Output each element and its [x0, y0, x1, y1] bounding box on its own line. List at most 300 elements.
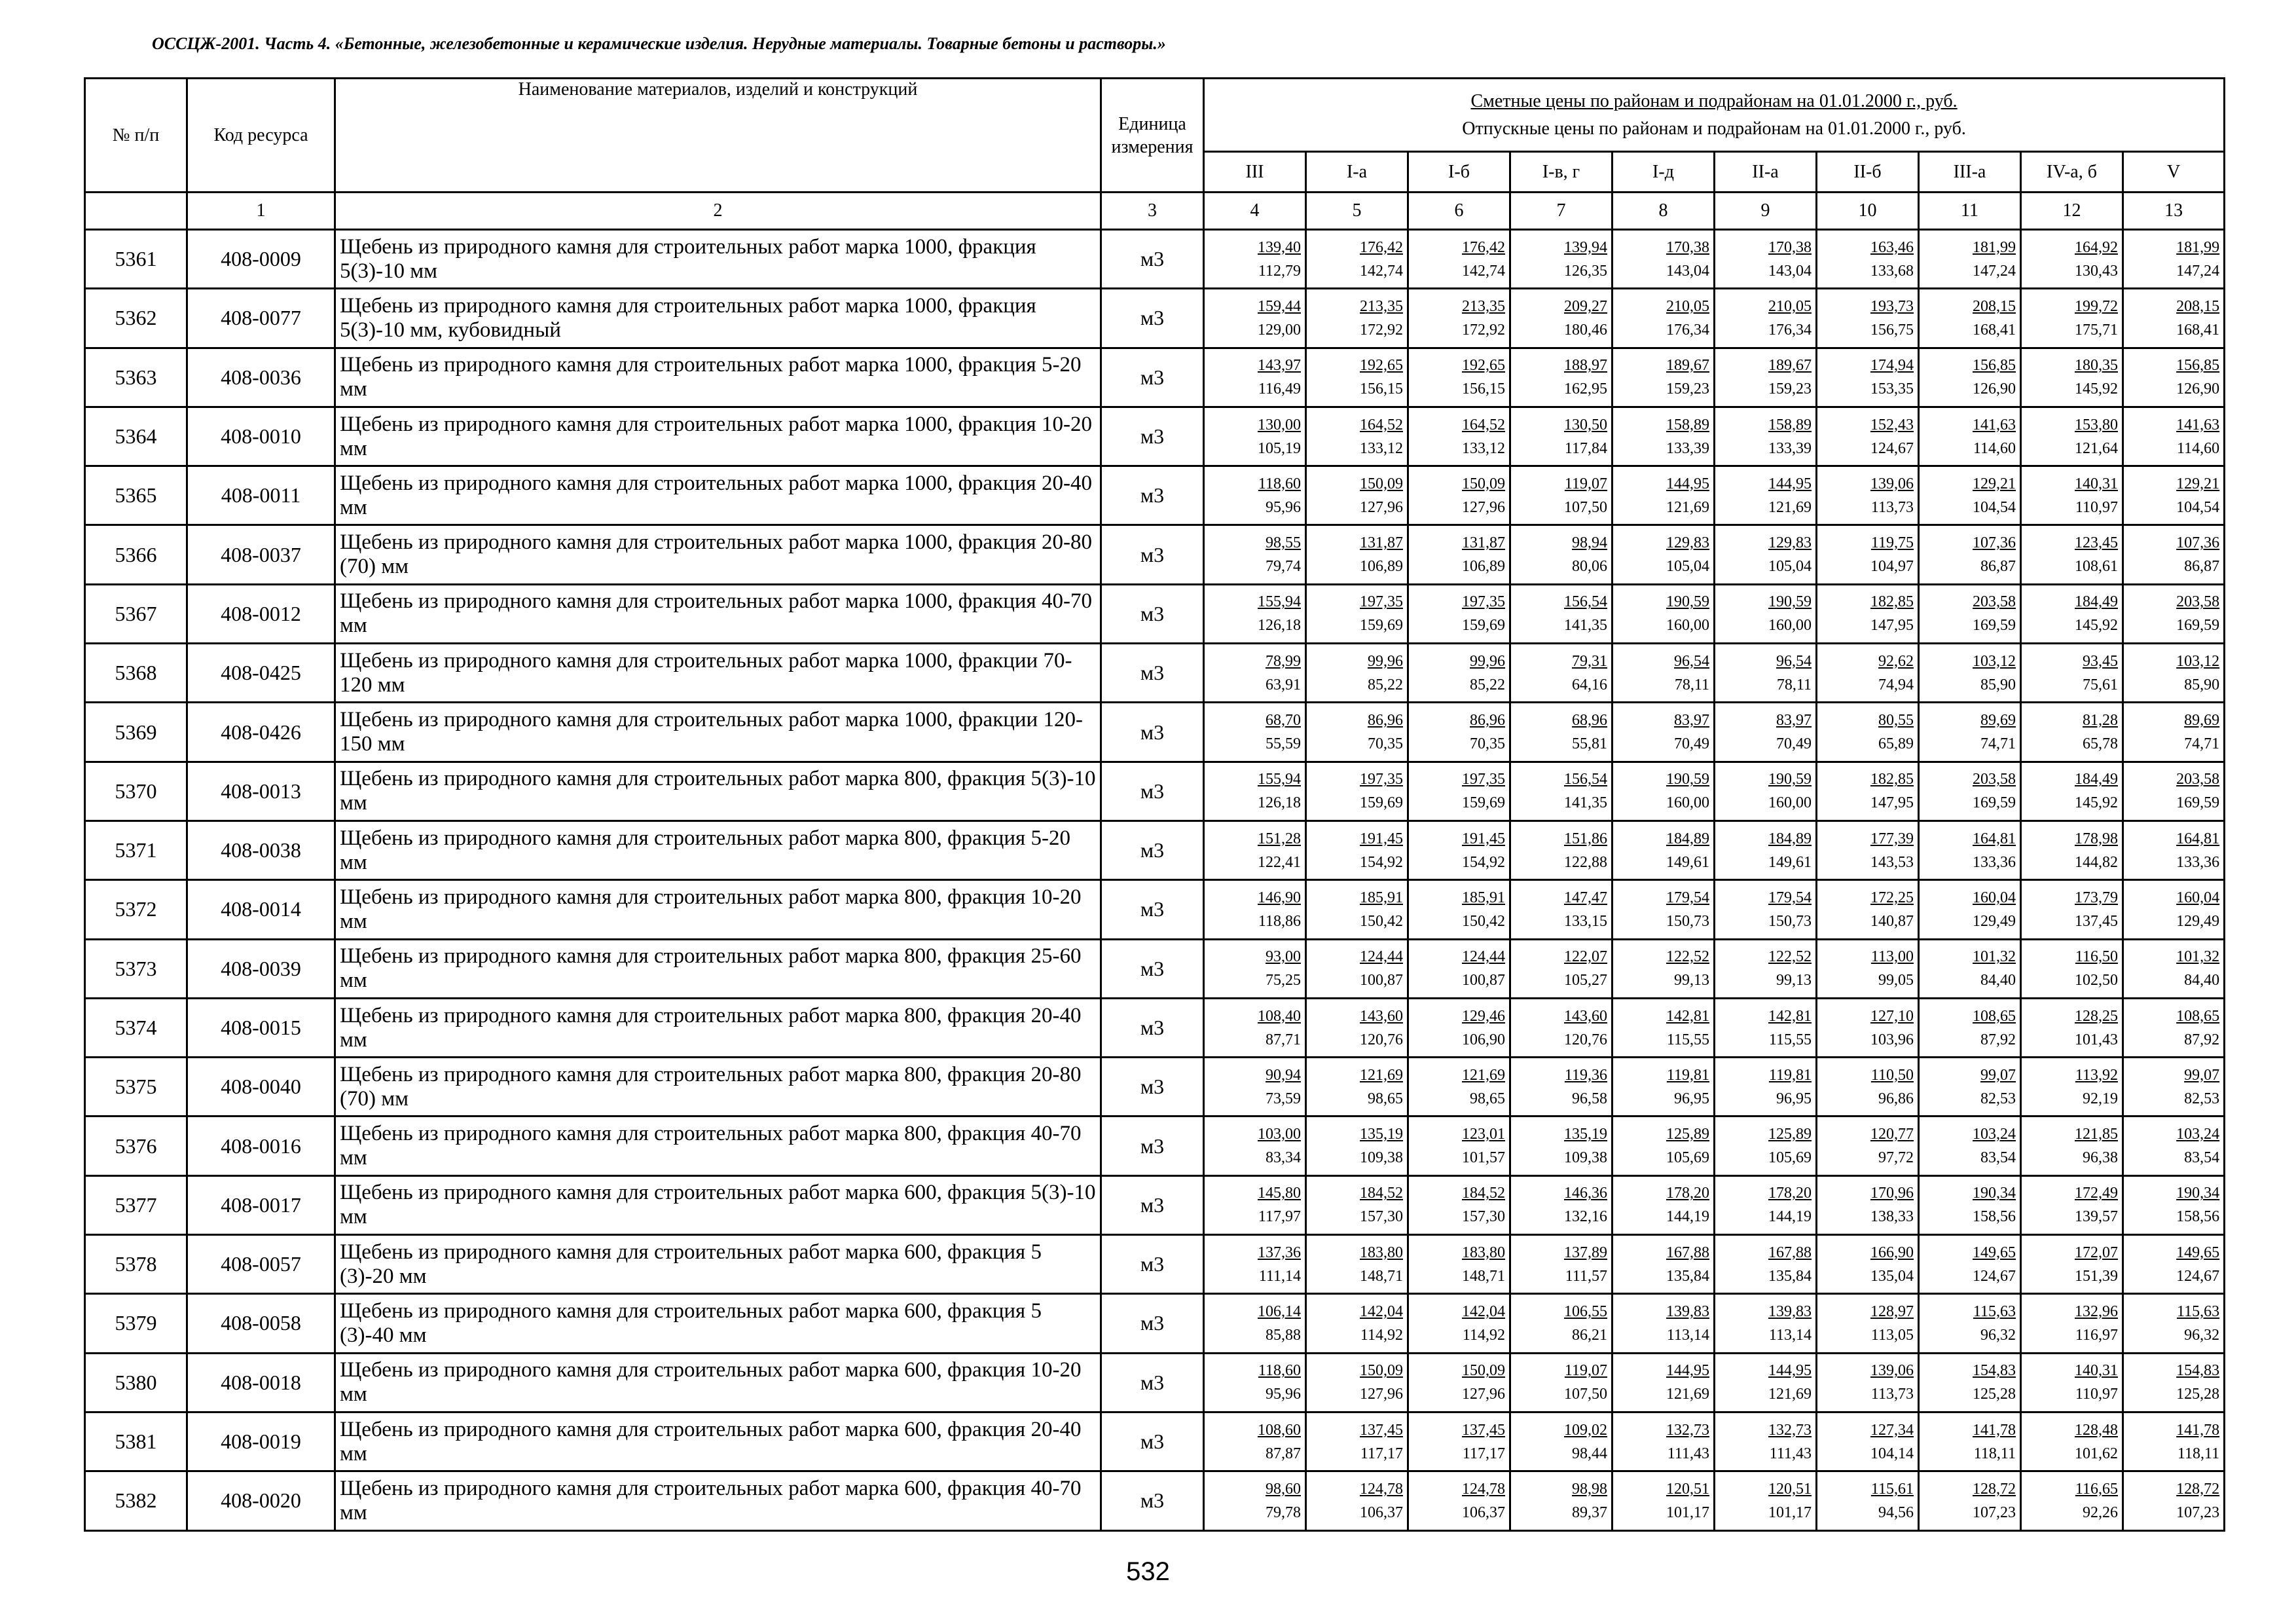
release-price: 126,18: [1258, 617, 1301, 635]
table-row: [85, 466, 2225, 525]
release-price: 160,00: [1768, 794, 1812, 812]
estimate-price: 98,55: [1266, 534, 1301, 552]
table-row: [85, 998, 2225, 1057]
estimate-price: 203,58: [1973, 771, 2016, 788]
estimate-price: 155,94: [1258, 771, 1301, 788]
column-number: 13: [2123, 193, 2225, 230]
estimate-price: 197,35: [1360, 771, 1403, 788]
release-price: 98,44: [1572, 1445, 1607, 1462]
row-number: 5379: [85, 1294, 187, 1353]
estimate-price: 135,19: [1564, 1126, 1607, 1143]
price-cell: [2021, 1058, 2123, 1116]
estimate-price: 208,15: [1973, 297, 2016, 315]
release-price: 82,53: [1980, 1090, 2016, 1107]
table-row: [85, 1353, 2225, 1412]
release-price: 63,91: [1266, 676, 1301, 693]
estimate-price: 107,36: [2176, 534, 2220, 552]
estimate-price: 164,81: [2176, 830, 2220, 847]
resource-code: 408-0017: [187, 1175, 335, 1234]
row-number: 5370: [85, 762, 187, 821]
release-price: 106,89: [1462, 558, 1505, 576]
price-cell: [1715, 348, 1817, 407]
release-price: 149,61: [1768, 853, 1812, 871]
estimate-price: 177,39: [1870, 830, 1914, 847]
price-cell: [1715, 584, 1817, 643]
price-cell: [1817, 1471, 1919, 1530]
unit-of-measure: м3: [1101, 939, 1204, 998]
estimate-price: 164,52: [1462, 416, 1505, 434]
estimate-price: 179,54: [1666, 889, 1709, 906]
material-name: Щебень из природного камня для строительных работ марка 800, фракция 5(3)-10 мм: [335, 762, 1101, 821]
price-cell: [1408, 466, 1510, 525]
estimate-price: 115,61: [1870, 1480, 1914, 1498]
price-cell: [1919, 762, 2021, 821]
release-price: 142,74: [1360, 262, 1403, 280]
price-cell: [1306, 703, 1408, 762]
release-price: 70,35: [1470, 735, 1505, 753]
release-price: 111,57: [1565, 1267, 1607, 1285]
price-cell: [1204, 466, 1306, 525]
price-cell: [1306, 998, 1408, 1057]
estimate-price: 123,01: [1462, 1126, 1505, 1143]
release-price: 111,14: [1258, 1267, 1301, 1285]
price-cell: [1204, 1353, 1306, 1412]
price-cell: [2021, 230, 2123, 289]
price-cell: [2021, 348, 2123, 407]
release-price: 121,69: [1666, 498, 1709, 516]
price-cell: [1306, 1294, 1408, 1353]
material-name: Щебень из природного камня для строительных работ марка 600, фракция 5(3)-10 мм: [335, 1175, 1101, 1234]
estimate-price: 103,12: [1973, 652, 2016, 670]
release-price: 133,36: [1973, 853, 2016, 871]
estimate-price: 213,35: [1462, 297, 1505, 315]
release-price: 127,96: [1360, 498, 1403, 516]
resource-code: 408-0037: [187, 525, 335, 584]
price-cell: [2123, 644, 2225, 703]
price-cell: [1204, 348, 1306, 407]
estimate-price: 142,04: [1360, 1302, 1403, 1320]
price-cell: [1306, 1412, 1408, 1471]
price-cell: [1613, 1412, 1715, 1471]
release-price: 64,16: [1572, 676, 1607, 693]
release-price: 172,92: [1462, 321, 1505, 339]
release-price: 73,59: [1266, 1090, 1301, 1107]
price-cell: [2021, 1235, 2123, 1294]
price-cell: [1919, 584, 2021, 643]
price-cell: [1919, 525, 2021, 584]
price-cell: [1919, 1058, 2021, 1116]
price-cell: [1817, 230, 1919, 289]
price-cell: [1613, 1235, 1715, 1294]
price-cell: [1817, 1353, 1919, 1412]
estimate-price: 190,34: [1973, 1185, 2016, 1202]
release-price: 145,92: [2075, 794, 2118, 812]
estimate-price: 210,05: [1768, 297, 1812, 315]
table-row: [85, 1235, 2225, 1294]
estimate-price: 144,95: [1666, 1362, 1709, 1380]
release-price: 159,69: [1360, 617, 1403, 635]
estimate-price: 190,59: [1666, 593, 1709, 611]
release-price: 83,34: [1266, 1149, 1301, 1167]
price-cell: [2021, 703, 2123, 762]
price-cell: [1715, 880, 1817, 939]
estimate-price: 153,80: [2075, 416, 2118, 434]
estimate-price: 129,83: [1768, 534, 1812, 552]
region-header: I-в, г: [1510, 152, 1613, 193]
price-cell: [1408, 1353, 1510, 1412]
price-cell: [1817, 762, 1919, 821]
estimate-price: 141,63: [1973, 416, 2016, 434]
price-cell: [2021, 1175, 2123, 1234]
price-cell: [1510, 1412, 1613, 1471]
price-cell: [1613, 644, 1715, 703]
estimate-price: 159,44: [1258, 297, 1301, 315]
release-price: 172,92: [1360, 321, 1403, 339]
release-price: 95,96: [1266, 498, 1301, 516]
table-row: [85, 348, 2225, 407]
estimate-price: 115,63: [1973, 1302, 2016, 1320]
table-row: [85, 1116, 2225, 1175]
release-price: 117,97: [1258, 1208, 1301, 1226]
release-price: 118,11: [2177, 1445, 2220, 1462]
estimate-price: 167,88: [1666, 1244, 1709, 1261]
estimate-price: 184,89: [1666, 830, 1709, 847]
price-cell: [1613, 1471, 1715, 1530]
estimate-price: 160,04: [1973, 889, 2016, 906]
row-number: 5371: [85, 821, 187, 879]
estimate-price: 158,89: [1666, 416, 1709, 434]
price-cell: [1408, 289, 1510, 348]
price-cell: [1613, 1353, 1715, 1412]
estimate-price: 185,91: [1360, 889, 1403, 906]
estimate-price: 125,89: [1666, 1126, 1709, 1143]
release-price: 150,73: [1666, 912, 1709, 930]
price-cell: [1204, 644, 1306, 703]
row-number: 5365: [85, 466, 187, 525]
row-number: 5363: [85, 348, 187, 407]
price-cell: [1817, 407, 1919, 466]
price-cell: [1715, 1058, 1817, 1116]
release-price: 79,74: [1266, 558, 1301, 576]
unit-of-measure: м3: [1101, 762, 1204, 821]
price-cell: [1204, 1058, 1306, 1116]
estimate-price: 140,31: [2075, 1362, 2118, 1380]
estimate-price: 164,52: [1360, 416, 1403, 434]
estimate-price: 119,07: [1564, 1362, 1607, 1380]
price-cell: [2123, 821, 2225, 879]
price-cell: [1510, 1116, 1613, 1175]
column-number: 2: [335, 193, 1101, 230]
release-price: 104,14: [1870, 1445, 1914, 1462]
column-number: 1: [187, 193, 335, 230]
estimate-price: 146,36: [1564, 1185, 1607, 1202]
material-name: Щебень из природного камня для строительных работ марка 1000, фракция 5(3)-10 мм: [335, 230, 1101, 289]
price-cell: [2021, 880, 2123, 939]
release-price: 154,92: [1360, 853, 1403, 871]
release-price: 107,23: [1973, 1504, 2016, 1521]
unit-of-measure: м3: [1101, 1412, 1204, 1471]
price-cell: [1204, 584, 1306, 643]
estimate-price: 141,63: [2176, 416, 2220, 434]
unit-of-measure: м3: [1101, 348, 1204, 407]
row-number: 5378: [85, 1235, 187, 1294]
estimate-price: 127,10: [1870, 1007, 1914, 1025]
estimate-price: 178,20: [1666, 1185, 1709, 1202]
price-cell: [1715, 466, 1817, 525]
price-cell: [1919, 880, 2021, 939]
release-price: 113,73: [1870, 1386, 1914, 1403]
estimate-price: 152,43: [1870, 416, 1914, 434]
release-price: 75,25: [1266, 972, 1301, 989]
price-cell: [1408, 821, 1510, 879]
estimate-price: 106,14: [1258, 1302, 1301, 1320]
release-price: 139,57: [2075, 1208, 2118, 1226]
table-row: [85, 644, 2225, 703]
release-price: 114,92: [1360, 1326, 1403, 1344]
material-name: Щебень из природного камня для строительных работ марка 1000, фракция 10-20 мм: [335, 407, 1101, 466]
estimate-price: 137,89: [1564, 1244, 1607, 1261]
estimate-price: 81,28: [2083, 712, 2118, 729]
price-cell: [1817, 1235, 1919, 1294]
estimate-price: 122,52: [1768, 948, 1812, 966]
estimate-price: 68,96: [1572, 712, 1607, 729]
price-cell: [2021, 584, 2123, 643]
release-price: 87,87: [1266, 1445, 1301, 1462]
release-price: 100,87: [1360, 972, 1403, 989]
release-price: 125,28: [1973, 1386, 2016, 1403]
release-price: 126,90: [2176, 380, 2220, 398]
row-number: 5361: [85, 230, 187, 289]
estimate-price: 108,40: [1258, 1007, 1301, 1025]
col-header-name: Наименование материалов, изделий и конструкций: [335, 79, 1101, 193]
price-cell: [1817, 880, 1919, 939]
release-price: 150,42: [1360, 912, 1403, 930]
release-price: 153,35: [1870, 380, 1914, 398]
estimate-price: 130,00: [1258, 416, 1301, 434]
page-title: ОССЦЖ-2001. Часть 4. «Бетонные, железобетонные и керамические изделия. Нерудные материалы. Товарные бетоны и растворы.»: [152, 34, 1166, 53]
estimate-price: 173,79: [2075, 889, 2118, 906]
estimate-price: 179,54: [1768, 889, 1812, 906]
release-price: 151,39: [2075, 1267, 2118, 1285]
release-price: 101,62: [2075, 1445, 2118, 1462]
resource-code: 408-0019: [187, 1412, 335, 1471]
estimate-price: 163,46: [1870, 238, 1914, 256]
price-cell: [1919, 230, 2021, 289]
release-price: 141,35: [1564, 794, 1607, 812]
release-price: 135,84: [1666, 1267, 1709, 1285]
resource-code: 408-0040: [187, 1058, 335, 1116]
price-cell: [1408, 525, 1510, 584]
estimate-price: 131,87: [1462, 534, 1505, 552]
release-price: 85,88: [1266, 1326, 1301, 1344]
release-price: 110,97: [2075, 498, 2118, 516]
estimate-price: 132,96: [2075, 1302, 2118, 1320]
release-price: 135,84: [1768, 1267, 1812, 1285]
estimate-price: 184,49: [2075, 593, 2118, 611]
price-cell: [1817, 525, 1919, 584]
price-cell: [2123, 1058, 2225, 1116]
release-price: 114,92: [1462, 1326, 1505, 1344]
release-price: 107,50: [1564, 1386, 1607, 1403]
table-row: [85, 525, 2225, 584]
unit-of-measure: м3: [1101, 703, 1204, 762]
estimate-price: 125,89: [1768, 1126, 1812, 1143]
estimate-price: 96,54: [1674, 652, 1709, 670]
resource-code: 408-0036: [187, 348, 335, 407]
estimate-price: 83,97: [1674, 712, 1709, 729]
region-header: II-а: [1715, 152, 1817, 193]
release-price: 96,38: [2083, 1149, 2118, 1167]
price-cell: [1510, 584, 1613, 643]
release-price: 89,37: [1572, 1504, 1607, 1521]
estimate-price: 182,85: [1870, 771, 1914, 788]
price-cell: [1715, 1471, 1817, 1530]
price-cell: [1306, 584, 1408, 643]
release-price: 65,89: [1878, 735, 1914, 753]
release-price: 148,71: [1462, 1267, 1505, 1285]
release-price: 150,42: [1462, 912, 1505, 930]
release-price: 105,69: [1666, 1149, 1709, 1167]
row-number: 5374: [85, 998, 187, 1057]
estimate-price: 101,32: [2176, 948, 2220, 966]
estimate-price: 127,34: [1870, 1421, 1914, 1439]
estimate-price: 150,09: [1462, 475, 1505, 492]
row-number: 5372: [85, 880, 187, 939]
price-cell: [1510, 939, 1613, 998]
region-header: I-б: [1408, 152, 1510, 193]
price-cell: [1204, 1175, 1306, 1234]
release-price: 106,89: [1360, 558, 1403, 576]
col-header-num: № п/п: [85, 79, 187, 193]
price-cell: [2123, 880, 2225, 939]
price-cell: [1408, 703, 1510, 762]
estimate-price: 129,21: [2176, 475, 2220, 492]
release-price: 129,49: [2176, 912, 2220, 930]
price-cell: [1408, 998, 1510, 1057]
release-price: 116,49: [1258, 380, 1301, 398]
release-price: 117,17: [1462, 1445, 1505, 1462]
estimate-price: 124,44: [1462, 948, 1505, 966]
estimate-price: 150,09: [1360, 1362, 1403, 1380]
estimate-price: 139,06: [1870, 1362, 1914, 1380]
estimate-price: 184,49: [2075, 771, 2118, 788]
release-price: 159,23: [1666, 380, 1709, 398]
release-price: 159,69: [1462, 794, 1505, 812]
price-cell: [1306, 348, 1408, 407]
estimate-price: 108,65: [2176, 1007, 2220, 1025]
resource-code: 408-0013: [187, 762, 335, 821]
price-cell: [1204, 1412, 1306, 1471]
release-price: 169,59: [2176, 617, 2220, 635]
price-cell: [1817, 1412, 1919, 1471]
price-cell: [1408, 1116, 1510, 1175]
release-price: 147,24: [1973, 262, 2016, 280]
estimate-price: 128,72: [1973, 1480, 2016, 1498]
release-price: 132,16: [1564, 1208, 1607, 1226]
estimate-price: 144,95: [1768, 1362, 1812, 1380]
price-cell: [1306, 821, 1408, 879]
table-row: [85, 230, 2225, 289]
release-price: 127,96: [1462, 1386, 1505, 1403]
resource-code: 408-0018: [187, 1353, 335, 1412]
release-price: 107,23: [2176, 1504, 2220, 1521]
table-row: [85, 762, 2225, 821]
release-price: 126,90: [1973, 380, 2016, 398]
release-price: 133,36: [2176, 853, 2220, 871]
release-price: 55,59: [1266, 735, 1301, 753]
row-number: 5362: [85, 289, 187, 348]
estimate-price: 160,04: [2176, 889, 2220, 906]
row-number: 5369: [85, 703, 187, 762]
release-price: 99,05: [1878, 972, 1914, 989]
price-cell: [1919, 998, 2021, 1057]
estimate-price: 150,09: [1360, 475, 1403, 492]
price-cell: [1510, 525, 1613, 584]
release-price: 111,43: [1769, 1445, 1812, 1462]
release-price: 86,87: [1980, 558, 2016, 576]
release-price: 101,57: [1462, 1149, 1505, 1167]
table-row: [85, 939, 2225, 998]
release-price: 124,67: [1973, 1267, 2016, 1285]
material-name: Щебень из природного камня для строительных работ марка 1000, фракция 5-20 мм: [335, 348, 1101, 407]
unit-of-measure: м3: [1101, 407, 1204, 466]
price-cell: [1919, 1175, 2021, 1234]
estimate-price: 132,73: [1768, 1421, 1812, 1439]
material-name: Щебень из природного камня для строительных работ марка 1000, фракция 40-70 мм: [335, 584, 1101, 643]
price-cell: [1306, 289, 1408, 348]
price-cell: [1817, 348, 1919, 407]
estimate-price: 197,35: [1360, 593, 1403, 611]
price-cell: [1510, 289, 1613, 348]
table-row: [85, 1294, 2225, 1353]
estimate-price: 176,42: [1462, 238, 1505, 256]
estimate-price: 156,54: [1564, 771, 1607, 788]
price-cell: [1408, 1471, 1510, 1530]
estimate-price: 122,52: [1666, 948, 1709, 966]
price-cell: [1306, 762, 1408, 821]
material-name: Щебень из природного камня для строительных работ марка 800, фракция 10-20 мм: [335, 880, 1101, 939]
price-cell: [1919, 348, 2021, 407]
column-number: 12: [2021, 193, 2123, 230]
release-price: 144,19: [1666, 1208, 1709, 1226]
release-price: 83,54: [2184, 1149, 2220, 1167]
price-cell: [2021, 1294, 2123, 1353]
price-cell: [2123, 348, 2225, 407]
material-name: Щебень из природного камня для строительных работ марка 800, фракция 25-60 мм: [335, 939, 1101, 998]
release-price: 141,35: [1564, 617, 1607, 635]
estimate-price: 123,45: [2075, 534, 2118, 552]
estimate-price: 128,25: [2075, 1007, 2118, 1025]
estimate-price: 124,78: [1462, 1480, 1505, 1498]
row-number: 5368: [85, 644, 187, 703]
unit-of-measure: м3: [1101, 230, 1204, 289]
material-name: Щебень из природного камня для строительных работ марка 800, фракция 20-80 (70) мм: [335, 1058, 1101, 1116]
release-price: 96,95: [1674, 1090, 1709, 1107]
release-price: 156,15: [1462, 380, 1505, 398]
price-cell: [1817, 1058, 1919, 1116]
price-cell: [1919, 1412, 2021, 1471]
release-price: 113,73: [1870, 498, 1914, 516]
table-row: [85, 880, 2225, 939]
price-cell: [1510, 407, 1613, 466]
resource-code: 408-0426: [187, 703, 335, 762]
price-cell: [1817, 939, 1919, 998]
estimate-price: 178,98: [2075, 830, 2118, 847]
column-number: 3: [1101, 193, 1204, 230]
price-cell: [2123, 1412, 2225, 1471]
release-price: 74,71: [1980, 735, 2016, 753]
price-cell: [1408, 1294, 1510, 1353]
